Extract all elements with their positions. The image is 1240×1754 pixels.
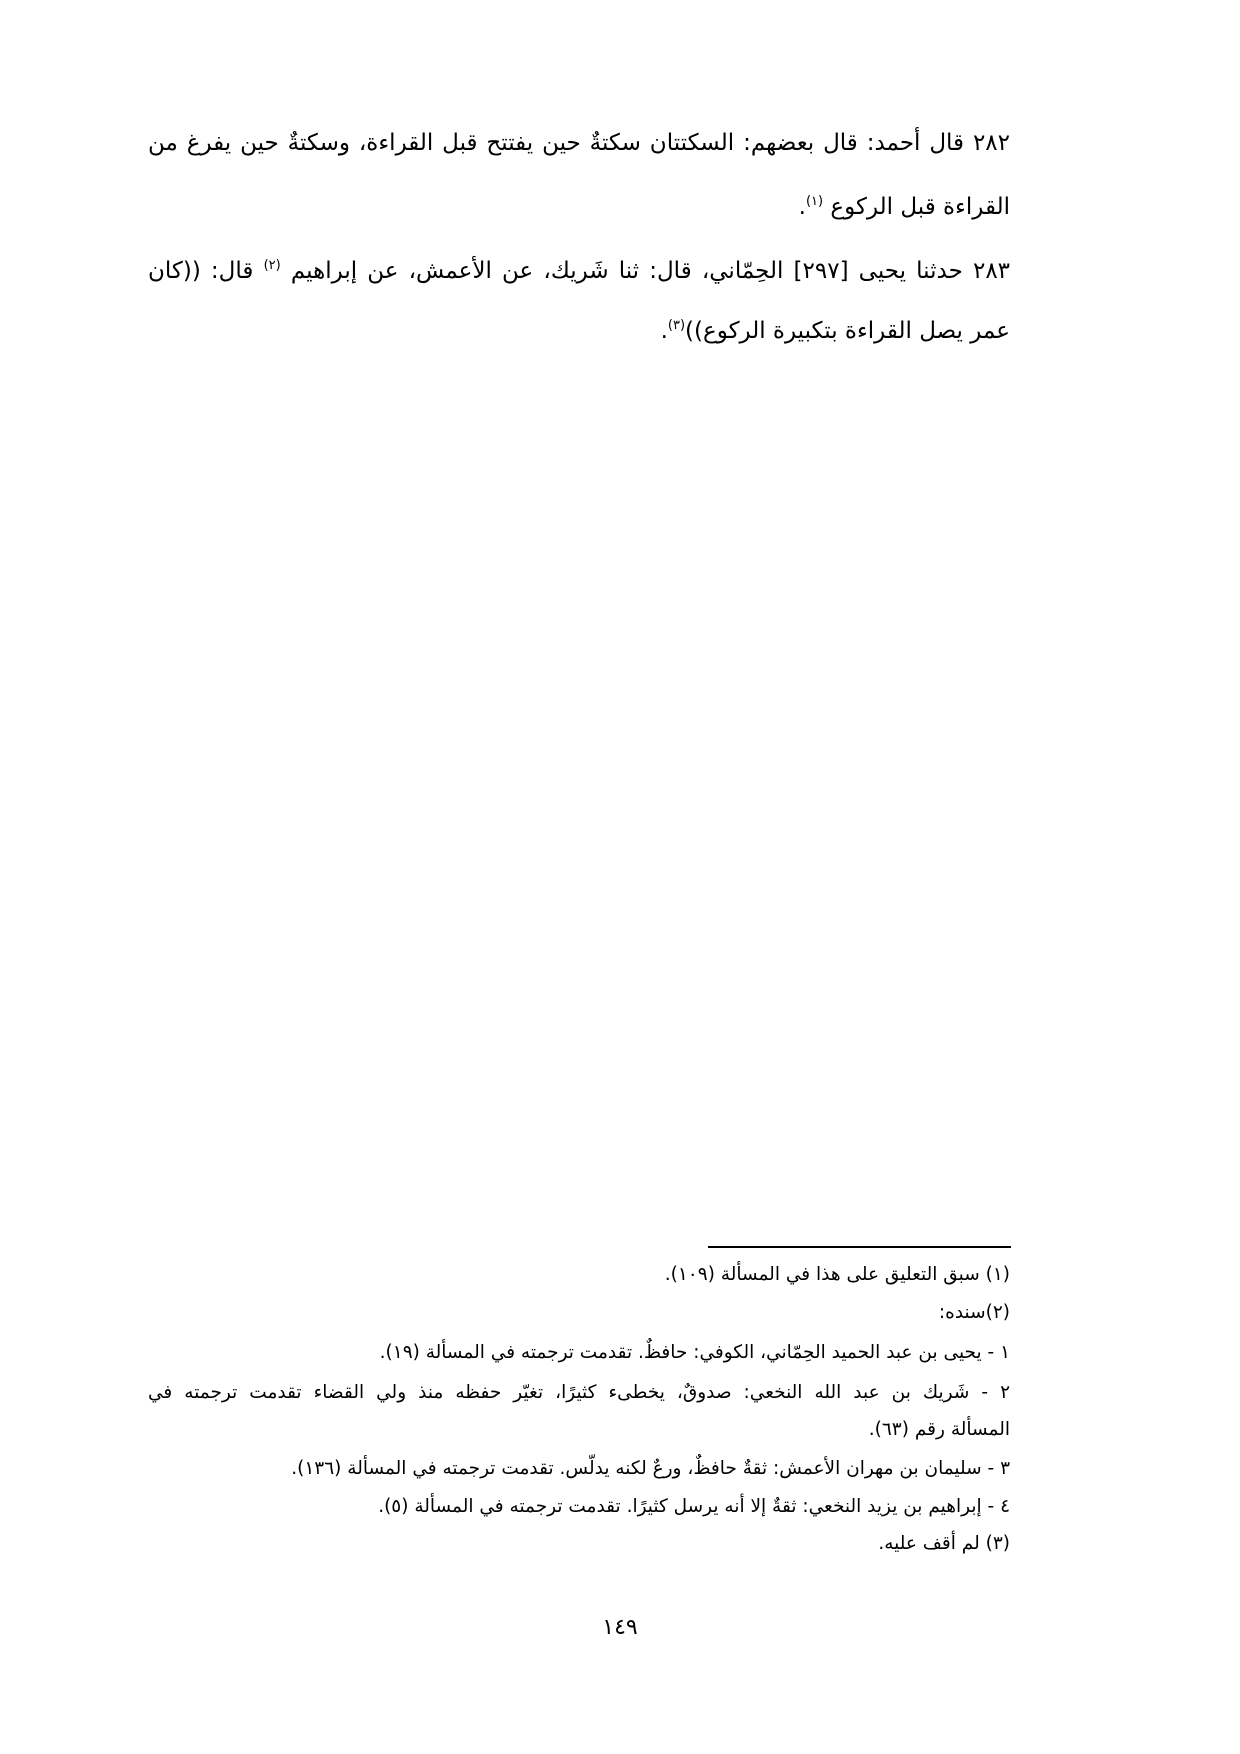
footnote-ref-2[interactable]: (٢) [263,258,281,273]
footnote-2-item-2: ٢ - شَريك بن عبد الله النخعي: صدوقٌ، يخطىء كثيرًا، تغيّر حفظه منذ ولي القضاء تقدمت ترجمته في [148,1382,1010,1403]
main-line-3 [148,254,1010,289]
footnote-3: (٣) لم أقف عليه. [878,1533,1010,1554]
page-number: ١٤٩ [602,1615,638,1640]
footnote-ref-1[interactable]: (١) [805,194,824,209]
footnote-2-item-1: ١ - يحيى بن عبد الحميد الحِمّاني، الكوفي: حافظٌ. تقدمت ترجمته في المسألة (١٩). [379,1342,1010,1363]
footnote-2-item-3: ٣ - سليمان بن مهران الأعمش: ثقةٌ حافظٌ، ورعٌ لكنه يدلّس. تقدمت ترجمته في المسألة (١٣٦). [291,1458,1010,1479]
main-line-4-text: عمر يصل القراءة بتكبيرة الركوع)) [685,318,1010,344]
footnote-ref-3[interactable]: (٣) [667,318,686,333]
footnote-2-item-2-cont: المسألة رقم (٦٣). [868,1419,1010,1440]
main-line-4 [148,314,1010,349]
footnote-2-heading: (٢)سنده: [938,1302,1010,1323]
footnote-1: (١) سبق التعليق على هذا في المسألة (١٠٩). [664,1264,1010,1285]
main-line-1: ٢٨٢ قال أحمد: قال بعضهم: السكتتان سكتةٌ حين يفتتح قبل القراءة، وسكتةٌ حين يفرغ من [148,130,1010,156]
main-line-2-text: القراءة قبل الركوع [830,194,1010,220]
footnote-divider [708,1246,1011,1248]
main-line-3-end: قال: ((كان [148,258,254,284]
main-line-2 [148,190,1010,225]
main-line-3-text: ٢٨٣ حدثنا يحيى [٢٩٧] الحِمّاني، قال: ثنا شَريك، عن الأعمش، عن إبراهيم [290,258,1011,284]
period: . [660,318,668,344]
footnote-2-item-4: ٤ - إبراهيم بن يزيد النخعي: ثقةٌ إلا أنه يرسل كثيرًا. تقدمت ترجمته في المسألة (٥). [378,1496,1010,1517]
period: . [798,194,806,220]
